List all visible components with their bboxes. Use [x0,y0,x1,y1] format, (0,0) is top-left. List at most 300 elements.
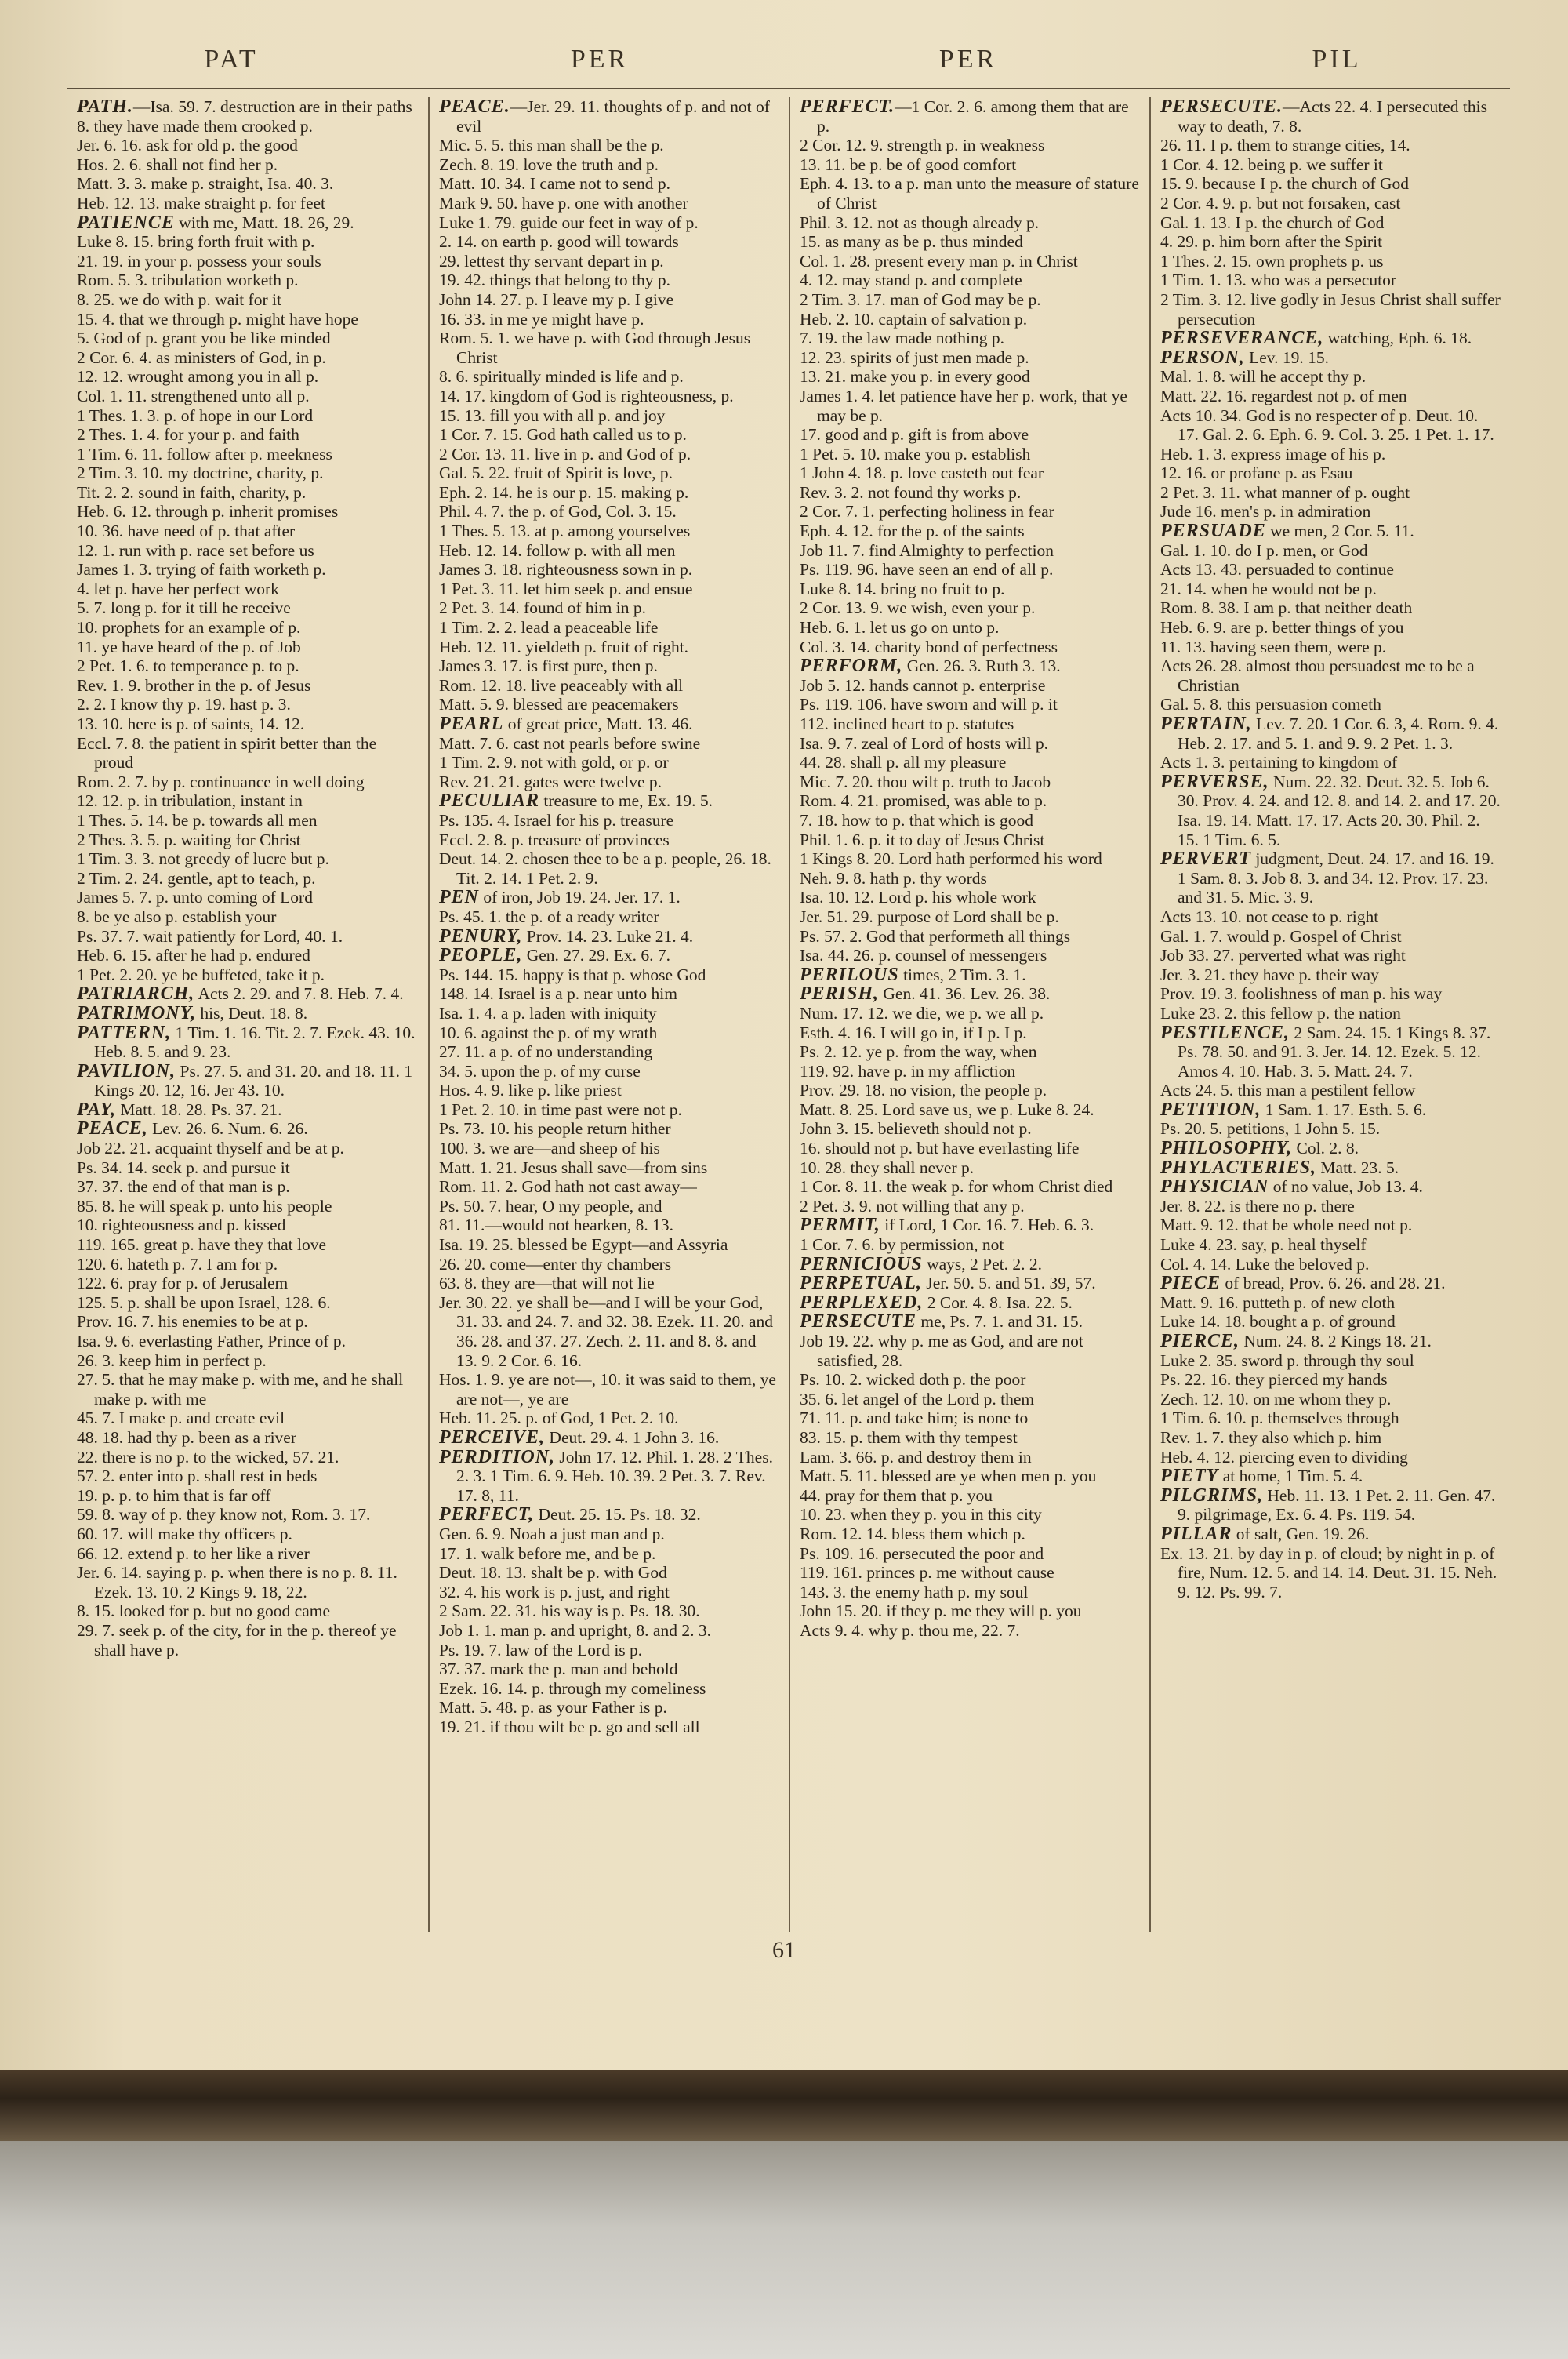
concordance-entry: 8. 15. looked for p. but no good came [77,1601,331,1621]
concordance-entry: Deut. 18. 13. shalt be p. with God [439,1563,667,1583]
concordance-entry: PERDITION, John 17. 12. Phil. 1. 28. 2 Thes. 2. 3. 1 Tim. 6. 9. Heb. 10. 39. 2 Pet. 3. 7. Rev. 17. 8, 11. [439,1446,773,1505]
concordance-entry: 83. 15. p. them with thy tempest [800,1427,1018,1447]
concordance-entry: Rom. 2. 7. by p. continuance in well doing [77,772,365,791]
concordance-entry: Ps. 19. 7. law of the Lord is p. [439,1640,643,1659]
concordance-entry: Rom. 5. 1. we have p. with God through Jesus Christ [439,329,751,367]
column-4 [1149,97,1510,1932]
concordance-entry: Ps. 10. 2. wicked doth p. the poor [800,1370,1026,1390]
concordance-entry: 2 Tim. 3. 12. live godly in Jesus Christ shall suffer persecution [1160,289,1501,329]
concordance-entry: 1 Pet. 5. 10. make you p. establish [800,444,1031,463]
concordance-entry: 100. 3. we are—and sheep of his [439,1139,660,1158]
concordance-entry: 2. 14. on earth p. good will towards [439,232,679,252]
column-1 [67,97,428,1932]
concordance-entry: 1 Tim. 6. 11. follow after p. meekness [77,444,332,463]
concordance-entry: 1 Pet. 3. 11. let him seek p. and ensue [439,579,693,598]
concordance-entry: 8. be ye also p. establish your [77,907,277,926]
concordance-entry: James 1. 4. let patience have her p. work, that ye may be p. [800,386,1127,425]
concordance-entry: Jer. 51. 29. purpose of Lord shall be p. [800,907,1059,926]
concordance-entry: 10. righteousness and p. kissed [77,1216,286,1235]
concordance-entry: 2 Cor. 7. 1. perfecting holiness in fear [800,502,1054,522]
concordance-entry: 2 Pet. 3. 14. found of him in p. [439,598,646,618]
concordance-entry: 17. 1. walk before me, and be p. [439,1543,656,1563]
concordance-entry: Rev. 3. 2. not found thy works p. [800,482,1022,502]
concordance-entry: 2 Cor. 13. 9. we wish, even your p. [800,598,1036,618]
concordance-entry: 81. 11.—would not hearken, 8. 13. [439,1216,673,1235]
concordance-entry: 1 Pet. 2. 10. in time past were not p. [439,1100,682,1119]
concordance-entry: Zech. 8. 19. love the truth and p. [439,154,659,174]
concordance-entry: 10. 23. when they p. you in this city [800,1505,1042,1525]
concordance-entry: 15. 13. fill you with all p. and joy [439,405,666,425]
concordance-entry: 4. 12. may stand p. and complete [800,271,1022,290]
concordance-entry: Job 33. 27. perverted what was right [1160,946,1406,965]
concordance-entry: Luke 1. 79. guide our feet in way of p. [439,213,699,232]
concordance-entry: PHYLACTERIES, Matt. 23. 5. [1160,1157,1399,1178]
concordance-entry: 1 John 4. 18. p. love casteth out fear [800,463,1044,483]
concordance-entry: 7. 19. the law made nothing p. [800,329,1004,348]
concordance-entry: Heb. 12. 11. yieldeth p. fruit of right. [439,637,689,656]
concordance-entry: 5. 7. long p. for it till he receive [77,598,291,618]
concordance-entry: Eccl. 2. 8. p. treasure of provinces [439,830,670,849]
concordance-entry: PAY, Matt. 18. 28. Ps. 37. 21. [77,1099,282,1120]
concordance-entry: Luke 14. 18. bought a p. of ground [1160,1312,1396,1332]
concordance-entry: PATIENCE with me, Matt. 18. 26, 29. [77,212,354,233]
concordance-entry: 16. 33. in me ye might have p. [439,309,644,329]
concordance-entry: PATRIMONY, his, Deut. 18. 8. [77,1002,308,1023]
concordance-entry: Matt. 10. 34. I came not to send p. [439,174,670,194]
concordance-entry: Ps. 144. 15. happy is that p. whose God [439,965,706,984]
concordance-entry: PEACE, Lev. 26. 6. Num. 6. 26. [77,1118,308,1140]
concordance-entry: PATTERN, 1 Tim. 1. 16. Tit. 2. 7. Ezek. 43. 10. Heb. 8. 5. and 9. 23. [77,1022,416,1062]
concordance-entry: Isa. 9. 7. zeal of Lord of hosts will p. [800,733,1049,753]
concordance-entry: Phil. 4. 7. the p. of God, Col. 3. 15. [439,502,677,522]
concordance-entry: 11. 13. having seen them, were p. [1160,637,1387,656]
concordance-entry: 27. 5. that he may make p. with me, and he shall make p. with me [77,1370,404,1408]
concordance-entry: Matt. 9. 12. that be whole need not p. [1160,1216,1413,1235]
concordance-entry: Tit. 2. 2. sound in faith, charity, p. [77,482,307,502]
concordance-entry: Heb. 6. 15. after he had p. endured [77,946,310,965]
page-edge-shadow [0,2070,1568,2141]
concordance-entry: 2 Cor. 4. 9. p. but not forsaken, cast [1160,193,1401,213]
concordance-entry: Zech. 12. 10. on me whom they p. [1160,1389,1392,1408]
concordance-entry: James 3. 17. is first pure, then p. [439,656,658,676]
concordance-entry: Rev. 1. 9. brother in the p. of Jesus [77,675,311,695]
concordance-entry: 7. 18. how to p. that which is good [800,810,1033,830]
concordance-entry: Mark 9. 50. have p. one with another [439,193,688,213]
background-surface [0,2141,1568,2359]
concordance-entry: 2 Tim. 3. 10. my doctrine, charity, p. [77,463,324,483]
concordance-entry: 26. 3. keep him in perfect p. [77,1350,267,1370]
concordance-entry: 1 Tim. 2. 9. not with gold, or p. or [439,753,669,772]
concordance-entry: 15. 4. that we through p. might have hope [77,309,358,329]
concordance-entry: PILLAR of salt, Gen. 19. 26. [1160,1523,1370,1544]
concordance-entry: Heb. 12. 14. follow p. with all men [439,540,676,560]
running-head-1: PAT [204,45,259,74]
concordance-entry: 29. lettest thy servant depart in p. [439,251,664,271]
concordance-entry: 4. 29. p. him born after the Spirit [1160,232,1383,252]
concordance-entry: 34. 5. upon the p. of my curse [439,1061,641,1081]
concordance-entry: Ps. 109. 16. persecuted the poor and [800,1543,1044,1563]
concordance-entry: Matt. 5. 9. blessed are peacemakers [439,695,679,714]
concordance-entry: 1 Tim. 1. 13. who was a persecutor [1160,271,1396,290]
concordance-entry: Luke 4. 23. say, p. heal thyself [1160,1235,1367,1255]
concordance-entry: Ex. 13. 21. by day in p. of cloud; by night in p. of fire, Num. 12. 5. and 14. 14. Deut. 31. 15. Neh. 9. 12. Ps. 99. 7. [1160,1543,1497,1601]
concordance-entry: Job 1. 1. man p. and upright, 8. and 2. 3. [439,1620,711,1640]
concordance-entry: PENURY, Prov. 14. 23. Luke 21. 4. [439,925,694,947]
concordance-entry: John 3. 15. believeth should not p. [800,1119,1032,1139]
concordance-entry: 10. 36. have need of p. that after [77,522,296,541]
concordance-entry: Gal. 1. 13. I p. the church of God [1160,213,1385,232]
concordance-entry: PEOPLE, Gen. 27. 29. Ex. 6. 7. [439,945,671,966]
running-head-2: PER [570,45,630,74]
concordance-entry: Heb. 11. 25. p. of God, 1 Pet. 2. 10. [439,1408,679,1428]
concordance-entry: Mic. 7. 20. thou wilt p. truth to Jacob [800,772,1051,791]
running-head-4: PIL [1312,45,1362,74]
concordance-entry: Gal. 5. 8. this persuasion cometh [1160,695,1381,714]
concordance-entry: Heb. 6. 12. through p. inherit promises [77,502,339,522]
concordance-entry: Rom. 11. 2. God hath not cast away— [439,1177,697,1197]
concordance-entry: James 1. 3. trying of faith worketh p. [77,560,326,580]
concordance-entry: 12. 12. p. in tribulation, instant in [77,791,303,811]
concordance-entry: Heb. 2. 10. captain of salvation p. [800,309,1028,329]
concordance-entry: 1 Pet. 2. 20. ye be buffeted, take it p. [77,965,325,984]
concordance-entry: Ps. 2. 12. ye p. from the way, when [800,1042,1037,1062]
concordance-entry: Acts 24. 5. this man a pestilent fellow [1160,1081,1416,1100]
concordance-entry: Ps. 119. 106. have sworn and will p. it [800,695,1058,714]
concordance-entry: 2 Tim. 2. 24. gentle, apt to teach, p. [77,868,316,888]
concordance-entry: 10. 28. they shall never p. [800,1158,975,1177]
concordance-entry: 17. good and p. gift is from above [800,425,1029,445]
concordance-entry: Isa. 1. 4. a p. laden with iniquity [439,1003,657,1023]
concordance-entry: Matt. 1. 21. Jesus shall save—from sins [439,1158,708,1177]
concordance-entry: Hos. 2. 6. shall not find her p. [77,154,278,174]
concordance-entry: Hos. 1. 9. ye are not—, 10. it was said to them, ye are not—, ye are [439,1370,776,1408]
concordance-entry: PIERCE, Num. 24. 8. 2 Kings 18. 21. [1160,1331,1432,1351]
concordance-entry: John 15. 20. if they p. me they will p. you [800,1601,1082,1621]
concordance-entry: Eph. 2. 14. he is our p. 15. making p. [439,482,689,502]
concordance-entry: Rev. 21. 21. gates were twelve p. [439,772,662,791]
concordance-entry: Phil. 3. 12. not as though already p. [800,213,1040,232]
column-3 [789,97,1149,1932]
concordance-entry: 19. p. p. to him that is far off [77,1485,271,1505]
concordance-entry: Acts 13. 10. not cease to p. right [1160,907,1379,926]
concordance-entry: Matt. 8. 25. Lord save us, we p. Luke 8. 24. [800,1100,1094,1119]
concordance-entry: 122. 6. pray for p. of Jerusalem [77,1274,289,1293]
concordance-entry: 2 Cor. 6. 4. as ministers of God, in p. [77,347,326,367]
concordance-entry: PATH.—Isa. 59. 7. destruction are in their paths [77,97,412,117]
concordance-entry: Rom. 5. 3. tribulation worketh p. [77,271,299,290]
concordance-entry: 26. 11. I p. them to strange cities, 14. [1160,136,1410,155]
concordance-entry: Luke 23. 2. this fellow p. the nation [1160,1003,1401,1023]
concordance-entry: 37. 37. the end of that man is p. [77,1177,290,1197]
concordance-entry: Matt. 5. 48. p. as your Father is p. [439,1698,667,1717]
concordance-entry: Esth. 4. 16. I will go in, if I p. I p. [800,1023,1027,1042]
concordance-entry: Rom. 4. 21. promised, was able to p. [800,791,1047,811]
concordance-entry: 119. 92. have p. in my affliction [800,1061,1016,1081]
concordance-entry: 1 Cor. 8. 11. the weak p. for whom Christ died [800,1177,1113,1197]
concordance-entry: Eccl. 7. 8. the patient in spirit better than the proud [77,733,377,772]
concordance-entry: 66. 12. extend p. to her like a river [77,1543,310,1563]
concordance-entry: Ps. 20. 5. petitions, 1 John 5. 15. [1160,1119,1381,1139]
concordance-entry: Job 19. 22. why p. me as God, and are not satisfied, 28. [800,1332,1083,1370]
concordance-entry: 13. 11. be p. be of good comfort [800,154,1017,174]
concordance-entry: Heb. 1. 3. express image of his p. [1160,444,1386,463]
concordance-entry: 1 Tim. 3. 3. not greedy of lucre but p. [77,849,329,869]
concordance-entry: 35. 6. let angel of the Lord p. them [800,1389,1035,1408]
concordance-entry: PERFECT, Deut. 25. 15. Ps. 18. 32. [439,1504,701,1525]
concordance-entry: Isa. 10. 12. Lord p. his whole work [800,888,1036,907]
concordance-entry: Jer. 3. 21. they have p. their way [1160,965,1379,984]
concordance-entry: Isa. 44. 26. p. counsel of messengers [800,946,1047,965]
concordance-entry: 4. let p. have her perfect work [77,579,279,598]
concordance-entry: PEACE.—Jer. 29. 11. thoughts of p. and not of evil [439,97,770,136]
concordance-entry: Eph. 4. 12. for the p. of the saints [800,522,1025,541]
concordance-entry: 14. 17. kingdom of God is righteousness, p. [439,386,734,405]
concordance-entry: Luke 8. 15. bring forth fruit with p. [77,232,315,252]
concordance-entry: 59. 8. way of p. they know not, Rom. 3. 17. [77,1505,371,1525]
concordance-entry: 1 Cor. 4. 12. being p. we suffer it [1160,154,1383,174]
concordance-entry: Ps. 73. 10. his people return hither [439,1119,671,1139]
concordance-entry: Prov. 16. 7. his enemies to be at p. [77,1312,308,1332]
concordance-entry: Heb. 4. 12. piercing even to dividing [1160,1447,1408,1467]
concordance-entry: 2 Thes. 1. 4. for your p. and faith [77,425,299,445]
concordance-entry: PEARL of great price, Matt. 13. 46. [439,714,693,734]
concordance-entry: PERFORM, Gen. 26. 3. Ruth 3. 13. [800,656,1061,677]
concordance-entry: Acts 26. 28. almost thou persuadest me to be a Christian [1160,656,1475,695]
concordance-entry: John 14. 27. p. I leave my p. I give [439,289,674,309]
concordance-entry: 2 Cor. 12. 9. strength p. in weakness [800,136,1045,155]
concordance-entry: PERNICIOUS ways, 2 Pet. 2. 2. [800,1253,1043,1274]
concordance-entry: Col. 3. 14. charity bond of perfectness [800,637,1058,656]
concordance-entry: 26. 20. come—enter thy chambers [439,1254,672,1274]
concordance-entry: James 5. 7. p. unto coming of Lord [77,888,313,907]
concordance-entry: 1 Cor. 7. 6. by permission, not [800,1235,1004,1255]
concordance-entry: Deut. 14. 2. chosen thee to be a p. people, 26. 18. Tit. 2. 14. 1 Pet. 2. 9. [439,849,771,888]
concordance-entry: 37. 37. mark the p. man and behold [439,1659,678,1679]
concordance-entry: PERSECUTE me, Ps. 7. 1. and 31. 15. [800,1311,1083,1332]
concordance-entry: 10. prophets for an example of p. [77,618,301,638]
concordance-entry: Heb. 12. 13. make straight p. for feet [77,193,326,213]
concordance-entry: Acts 10. 34. God is no respecter of p. Deut. 10. 17. Gal. 2. 6. Eph. 6. 9. Col. 3. 25. 1 Pet. 1. 17. [1160,405,1494,445]
concordance-entry: Luke 2. 35. sword p. through thy soul [1160,1350,1414,1370]
concordance-entry: PETITION, 1 Sam. 1. 17. Esth. 5. 6. [1160,1099,1427,1120]
concordance-entry: Matt. 7. 6. cast not pearls before swine [439,733,701,753]
running-head-3: PER [938,45,998,74]
concordance-entry: PEN of iron, Job 19. 24. Jer. 17. 1. [439,887,681,908]
concordance-entry: Isa. 9. 6. everlasting Father, Prince of p. [77,1332,347,1350]
concordance-entry: 1 Thes. 1. 3. p. of hope in our Lord [77,405,314,425]
concordance-entry: 19. 42. things that belong to thy p. [439,271,671,290]
concordance-entry: PERSEVERANCE, watching, Eph. 6. 18. [1160,328,1472,349]
concordance-entry: 2 Pet. 1. 6. to temperance p. to p. [77,656,299,676]
concordance-entry: PIECE of bread, Prov. 6. 26. and 28. 21. [1160,1273,1446,1294]
concordance-entry: PERSECUTE.—Acts 22. 4. I persecuted this way to death, 7. 8. [1160,97,1487,136]
concordance-entry: Phil. 1. 6. p. it to day of Jesus Christ [800,830,1045,849]
concordance-entry: Jer. 6. 16. ask for old p. the good [77,136,298,155]
concordance-entry: PERPLEXED, 2 Cor. 4. 8. Isa. 22. 5. [800,1292,1073,1313]
concordance-entry: 1 Tim. 2. 2. lead a peaceable life [439,618,659,638]
concordance-entry: 1 Thes. 5. 13. at p. among yourselves [439,522,691,541]
concordance-entry: 12. 23. spirits of just men made p. [800,347,1029,367]
concordance-entry: 2 Tim. 3. 17. man of God may be p. [800,289,1041,309]
concordance-entry: Matt. 9. 16. putteth p. of new cloth [1160,1292,1396,1312]
concordance-entry: 12. 1. run with p. race set before us [77,540,314,560]
concordance-entry: 148. 14. Israel is a p. near unto him [439,984,677,1004]
concordance-entry: PIETY at home, 1 Tim. 5. 4. [1160,1466,1363,1487]
concordance-entry: PHYSICIAN of no value, Job 13. 4. [1160,1176,1423,1198]
concordance-entry: 29. 7. seek p. of the city, for in the p. thereof ye shall have p. [77,1620,397,1659]
concordance-entry: 13. 10. here is p. of saints, 14. 12. [77,714,305,733]
concordance-entry: Job 11. 7. find Almighty to perfection [800,540,1054,560]
concordance-entry: 125. 5. p. shall be upon Israel, 128. 6. [77,1292,331,1312]
concordance-entry: Gen. 6. 9. Noah a just man and p. [439,1524,665,1543]
concordance-entry: 1 Kings 8. 20. Lord hath performed his word [800,849,1102,869]
concordance-entry: 2 Pet. 3. 11. what manner of p. ought [1160,482,1410,502]
concordance-entry: 27. 11. a p. of no understanding [439,1042,653,1062]
concordance-entry: 21. 14. when he would not be p. [1160,579,1377,598]
running-head [47,44,1521,75]
concordance-entry: 60. 17. will make thy officers p. [77,1524,292,1543]
concordance-entry: Col. 4. 14. Luke the beloved p. [1160,1254,1370,1274]
concordance-entry: Jer. 30. 22. ye shall be—and I will be your God, 31. 33. and 24. 7. and 32. 38. Ezek. 11. 20. and 36. 28. and 37. 27. Zech. 2. 11. and 8. 8. and 13. 9. 2 Cor. 6. 16. [439,1292,774,1370]
concordance-entry: PECULIAR treasure to me, Ex. 19. 5. [439,791,713,812]
concordance-entry: 48. 18. had thy p. been as a river [77,1427,297,1447]
concordance-entry: Matt. 3. 3. make p. straight, Isa. 40. 3. [77,174,334,194]
concordance-entry: 2 Thes. 3. 5. p. waiting for Christ [77,830,301,849]
concordance-entry: Gal. 1. 10. do I p. men, or God [1160,540,1368,560]
concordance-entry: PATRIARCH, Acts 2. 29. and 7. 8. Heb. 7. 4. [77,983,404,1005]
concordance-entry: PILGRIMS, Heb. 11. 13. 1 Pet. 2. 11. Gen. 47. 9. pilgrimage, Ex. 6. 4. Ps. 119. 54. [1160,1485,1496,1525]
concordance-columns [67,97,1510,1932]
concordance-entry: PERTAIN, Lev. 7. 20. 1 Cor. 6. 3, 4. Rom. 9. 4. Heb. 2. 17. and 5. 1. and 9. 9. 2 Pet. 1. 3. [1160,714,1499,753]
concordance-entry: 15. 9. because I p. the church of God [1160,174,1410,194]
concordance-entry: 85. 8. he will speak p. unto his people [77,1196,332,1216]
concordance-entry: PERILOUS times, 2 Tim. 3. 1. [800,964,1026,985]
concordance-entry: Eph. 4. 13. to a p. man unto the measure of stature of Christ [800,174,1139,213]
concordance-entry: Luke 8. 14. bring no fruit to p. [800,579,1005,598]
concordance-entry: PERISH, Gen. 41. 36. Lev. 26. 38. [800,983,1051,1005]
concordance-entry: Rom. 8. 38. I am p. that neither death [1160,598,1413,618]
concordance-entry: Col. 1. 28. present every man p. in Christ [800,251,1078,271]
concordance-entry: Gal. 5. 22. fruit of Spirit is love, p. [439,463,673,483]
concordance-entry: Prov. 19. 3. foolishness of man p. his way [1160,984,1443,1004]
concordance-entry: PERFECT.—1 Cor. 2. 6. among them that are p. [800,97,1129,136]
concordance-entry: Jude 16. men's p. in admiration [1160,502,1371,522]
concordance-entry: 19. 21. if thou wilt be p. go and sell all [439,1717,700,1736]
concordance-entry: Rom. 12. 18. live peaceably with all [439,675,684,695]
concordance-entry: 8. 25. we do with p. wait for it [77,289,281,309]
concordance-entry: Ps. 37. 7. wait patiently for Lord, 40. 1. [77,926,343,946]
concordance-entry: Prov. 29. 18. no vision, the people p. [800,1081,1047,1100]
concordance-entry: Num. 17. 12. we die, we p. we all p. [800,1003,1044,1023]
concordance-entry: 16. should not p. but have everlasting life [800,1139,1080,1158]
concordance-entry: Acts 1. 3. pertaining to kingdom of [1160,753,1398,772]
concordance-entry: 1 Thes. 2. 15. own prophets p. us [1160,251,1384,271]
concordance-entry: 1 Tim. 6. 10. p. themselves through [1160,1408,1399,1428]
concordance-entry: 2 Sam. 22. 31. his way is p. Ps. 18. 30. [439,1601,700,1621]
concordance-entry: 2 Pet. 3. 9. not willing that any p. [800,1196,1025,1216]
concordance-entry: 120. 6. hateth p. 7. I am for p. [77,1254,278,1274]
concordance-entry: Ps. 50. 7. hear, O my people, and [439,1196,662,1216]
concordance-entry: PERVERSE, Num. 22. 32. Deut. 32. 5. Job 6. 30. Prov. 4. 24. and 12. 8. and 14. 2. and 17. 20. Isa. 19. 14. Matt. 17. 17. Acts 20. 30. Phil. 2. 15. 1 Tim. 6. 5. [1160,771,1501,849]
concordance-entry: Ps. 119. 96. have seen an end of all p. [800,560,1054,580]
concordance-entry: 143. 3. the enemy hath p. my soul [800,1582,1029,1601]
concordance-entry: Ps. 135. 4. Israel for his p. treasure [439,810,674,830]
concordance-entry: Mic. 5. 5. this man shall be the p. [439,136,664,155]
concordance-entry: 22. there is no p. to the wicked, 57. 21. [77,1447,339,1467]
concordance-entry: 12. 12. wrought among you in all p. [77,367,319,387]
concordance-entry: 112. inclined heart to p. statutes [800,714,1014,733]
concordance-entry: 8. 6. spiritually minded is life and p. [439,367,684,387]
concordance-entry: Heb. 6. 1. let us go on unto p. [800,618,1000,638]
concordance-entry: Ezek. 16. 14. p. through my comeliness [439,1678,706,1698]
concordance-entry: 45. 7. I make p. and create evil [77,1408,285,1428]
concordance-entry: Isa. 19. 25. blessed be Egypt—and Assyria [439,1235,728,1255]
concordance-entry: Matt. 5. 11. blessed are ye when men p. you [800,1467,1097,1486]
concordance-entry: Acts 9. 4. why p. thou me, 22. 7. [800,1620,1020,1640]
concordance-entry: Rev. 1. 7. they also which p. him [1160,1427,1382,1447]
concordance-entry: 8. they have made them crooked p. [77,116,313,136]
concordance-entry: Matt. 22. 16. regardest not p. of men [1160,386,1407,405]
concordance-entry: Ps. 57. 2. God that performeth all things [800,926,1071,946]
concordance-entry: James 3. 18. righteousness sown in p. [439,560,693,580]
concordance-entry: Ps. 34. 14. seek p. and pursue it [77,1158,290,1177]
page-number: 61 [772,1937,796,1963]
concordance-entry: 2 Cor. 13. 11. live in p. and God of p. [439,444,691,463]
concordance-entry: Col. 1. 11. strengthened unto all p. [77,386,310,405]
concordance-entry: 5. God of p. grant you be like minded [77,329,331,348]
concordance-entry: PHILOSOPHY, Col. 2. 8. [1160,1138,1359,1159]
concordance-entry: 12. 16. or profane p. as Esau [1160,463,1353,483]
concordance-entry: Jer. 8. 22. is there no p. there [1160,1196,1355,1216]
concordance-entry: PERVERT judgment, Deut. 24. 17. and 16. 19. 1 Sam. 8. 3. Job 8. 3. and 34. 12. Prov. 17. 23. and 31. 5. Mic. 3. 9. [1160,849,1494,907]
concordance-entry: 10. 6. against the p. of my wrath [439,1023,658,1042]
concordance-entry: 44. 28. shall p. all my pleasure [800,753,1007,772]
concordance-entry: PESTILENCE, 2 Sam. 24. 15. 1 Kings 8. 37. Ps. 78. 50. and 91. 3. Jer. 14. 12. Ezek. 5. 12. Amos 4. 10. Hab. 3. 5. Matt. 24. 7. [1160,1022,1491,1081]
concordance-entry: PAVILION, Ps. 27. 5. and 31. 20. and 18. 11. 1 Kings 20. 12, 16. Jer 43. 10. [77,1060,413,1100]
concordance-entry: 63. 8. they are—that will not lie [439,1274,655,1293]
concordance-entry: Job 5. 12. hands cannot p. enterprise [800,675,1046,695]
concordance-entry: 32. 4. his work is p. just, and right [439,1582,670,1601]
concordance-entry: PERSON, Lev. 19. 15. [1160,347,1329,368]
concordance-entry: 11. ye have heard of the p. of Job [77,637,301,656]
concordance-entry: 1 Cor. 7. 15. God hath called us to p. [439,425,687,445]
column-2 [428,97,789,1932]
concordance-entry: 71. 11. p. and take him; is none to [800,1408,1029,1428]
concordance-entry: Hos. 4. 9. like p. like priest [439,1081,622,1100]
concordance-entry: Mal. 1. 8. will he accept thy p. [1160,367,1367,387]
concordance-entry: Lam. 3. 66. p. and destroy them in [800,1447,1032,1467]
concordance-entry: 21. 19. in your p. possess your souls [77,251,321,271]
concordance-entry: PERPETUAL, Jer. 50. 5. and 51. 39, 57. [800,1273,1096,1294]
concordance-entry: Gal. 1. 7. would p. Gospel of Christ [1160,926,1402,946]
concordance-entry: PERCEIVE, Deut. 29. 4. 1 John 3. 16. [439,1427,720,1448]
concordance-entry: Acts 13. 43. persuaded to continue [1160,560,1394,580]
concordance-entry: Job 22. 21. acquaint thyself and be at p. [77,1139,344,1158]
concordance-entry: Jer. 6. 14. saying p. p. when there is no p. 8. 11. Ezek. 13. 10. 2 Kings 9. 18, 22. [77,1563,397,1601]
concordance-entry: 15. as many as be p. thus minded [800,232,1023,252]
concordance-entry: 2. 2. I know thy p. 19. hast p. 3. [77,695,291,714]
concordance-entry: Rom. 12. 14. bless them which p. [800,1524,1025,1543]
concordance-entry: 57. 2. enter into p. shall rest in beds [77,1467,318,1486]
header-rule [67,88,1510,89]
concordance-entry: 119. 161. princes p. me without cause [800,1563,1054,1583]
concordance-entry: Ps. 22. 16. they pierced my hands [1160,1370,1388,1390]
concordance-entry: 1 Thes. 5. 14. be p. towards all men [77,810,318,830]
concordance-entry: Neh. 9. 8. hath p. thy words [800,868,987,888]
concordance-entry: Heb. 6. 9. are p. better things of you [1160,618,1404,638]
concordance-entry: PERSUADE we men, 2 Cor. 5. 11. [1160,521,1414,542]
concordance-entry: 44. pray for them that p. you [800,1485,993,1505]
